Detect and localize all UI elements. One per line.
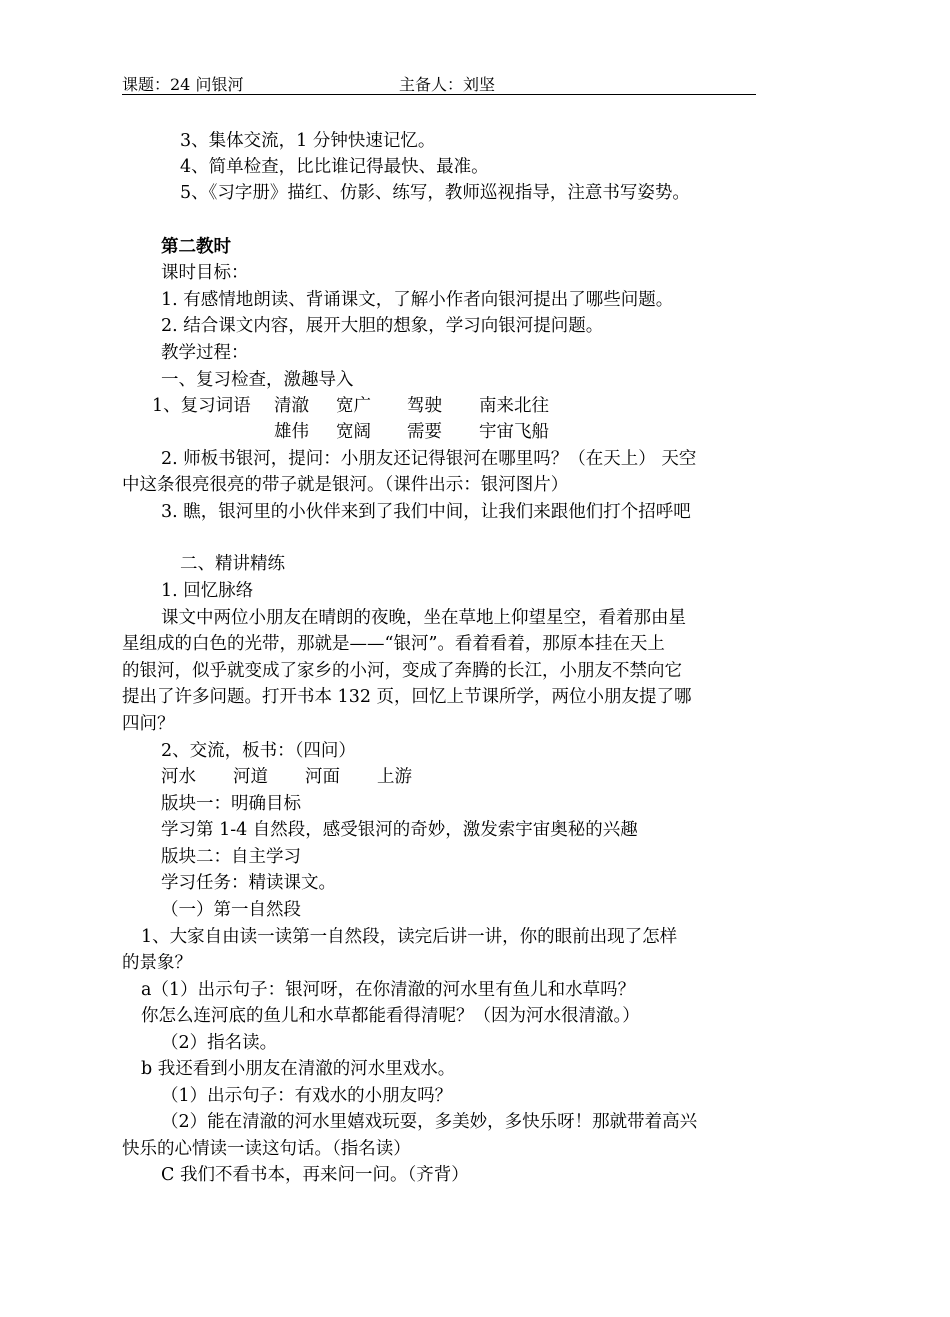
board-word: 河水 — [161, 767, 196, 787]
text-line: 2. 师板书银河，提问：小朋友还记得银河在哪里吗？（在天上） 天空 — [161, 449, 697, 469]
text-line: b 我还看到小朋友在清澈的河水里戏水。 — [141, 1059, 456, 1079]
vocab-word: 驾驶 — [407, 396, 442, 416]
text-line: 1. 回忆脉络 — [161, 581, 254, 601]
text-line: 2. 结合课文内容，展开大胆的想象，学习向银河提问题。 — [161, 316, 604, 336]
text-line: C 我们不看书本，再来问一问。（齐背） — [161, 1165, 469, 1185]
text-line: 你怎么连河底的鱼儿和水草都能看得清呢？（因为河水很清澈。） — [141, 1006, 640, 1026]
text-line: 5、《习字册》描红、仿影、练写，教师巡视指导，注意书写姿势。 — [180, 183, 690, 203]
text-line: 1. 有感情地朗读、背诵课文，了解小作者向银河提出了哪些问题。 — [161, 290, 674, 310]
board-word: 河面 — [305, 767, 340, 787]
text-line: 四问？ — [122, 714, 175, 734]
vocab-word: 宇宙飞船 — [479, 422, 549, 442]
text-line: 星组成的白色的光带，那就是——“银河”。看着看着，那原本挂在天上 — [122, 634, 665, 654]
text-line: 提出了许多问题。打开书本 132 页，回忆上节课所学，两位小朋友提了哪 — [122, 687, 692, 707]
text-line: 1、大家自由读一读第一自然段，读完后讲一讲，你的眼前出现了怎样 — [141, 927, 678, 947]
text-line: a（1）出示句子：银河呀，在你清澈的河水里有鱼儿和水草吗？ — [141, 980, 636, 1000]
text-line: 版块二：自主学习 — [161, 847, 301, 867]
preparer-label: 主备人：刘坚 — [399, 75, 496, 94]
text-line: 2、交流，板书：（四问） — [161, 741, 356, 761]
vocab-word: 需要 — [407, 422, 442, 442]
vocab-label: 1、复习词语 — [152, 396, 251, 416]
text-line: 学习任务：精读课文。 — [161, 873, 336, 893]
text-line: 学习第 1-4 自然段，感受银河的奇妙，激发索宇宙奥秘的兴趣 — [161, 820, 638, 840]
text-line: 版块一：明确目标 — [161, 794, 301, 814]
text-line: （一）第一自然段 — [161, 900, 301, 920]
text-line: 教学过程： — [161, 343, 249, 363]
section-heading: 第二教时 — [161, 237, 231, 257]
vocab-word: 南来北往 — [479, 396, 549, 416]
text-line: （2）指名读。 — [161, 1033, 278, 1053]
text-line: 课时目标： — [161, 263, 249, 283]
text-line: 二、精讲精练 — [180, 554, 285, 574]
text-line: （1）出示句子：有戏水的小朋友吗？ — [161, 1086, 453, 1106]
topic-label: 课题：24 问银河 — [122, 75, 244, 94]
text-line: （2）能在清澈的河水里嬉戏玩耍，多美妙，多快乐呀！那就带着高兴 — [161, 1112, 698, 1132]
text-line: 3. 瞧，银河里的小伙伴来到了我们中间，让我们来跟他们打个招呼吧 — [161, 502, 691, 522]
text-line: 中这条很亮很亮的带子就是银河。（课件出示：银河图片） — [122, 475, 569, 495]
text-line: 3、集体交流，1 分钟快速记忆。 — [180, 131, 436, 151]
board-word: 河道 — [233, 767, 268, 787]
text-line: 一、复习检查，激趣导入 — [161, 370, 354, 390]
page-header — [122, 72, 756, 95]
vocab-word: 宽广 — [336, 396, 371, 416]
vocab-word: 清澈 — [274, 396, 309, 416]
text-line: 的银河，似乎就变成了家乡的小河，变成了奔腾的长江，小朋友不禁向它 — [122, 661, 682, 681]
text-line: 的景象？ — [122, 953, 192, 973]
text-line: 课文中两位小朋友在晴朗的夜晚，坐在草地上仰望星空，看着那由星 — [161, 608, 686, 628]
text-line: 快乐的心情读一读这句话。（指名读） — [122, 1139, 411, 1159]
text-line: 4、简单检查，比比谁记得最快、最准。 — [180, 157, 489, 177]
board-word: 上游 — [377, 767, 412, 787]
vocab-word: 雄伟 — [274, 422, 309, 442]
vocab-word: 宽阔 — [336, 422, 371, 442]
